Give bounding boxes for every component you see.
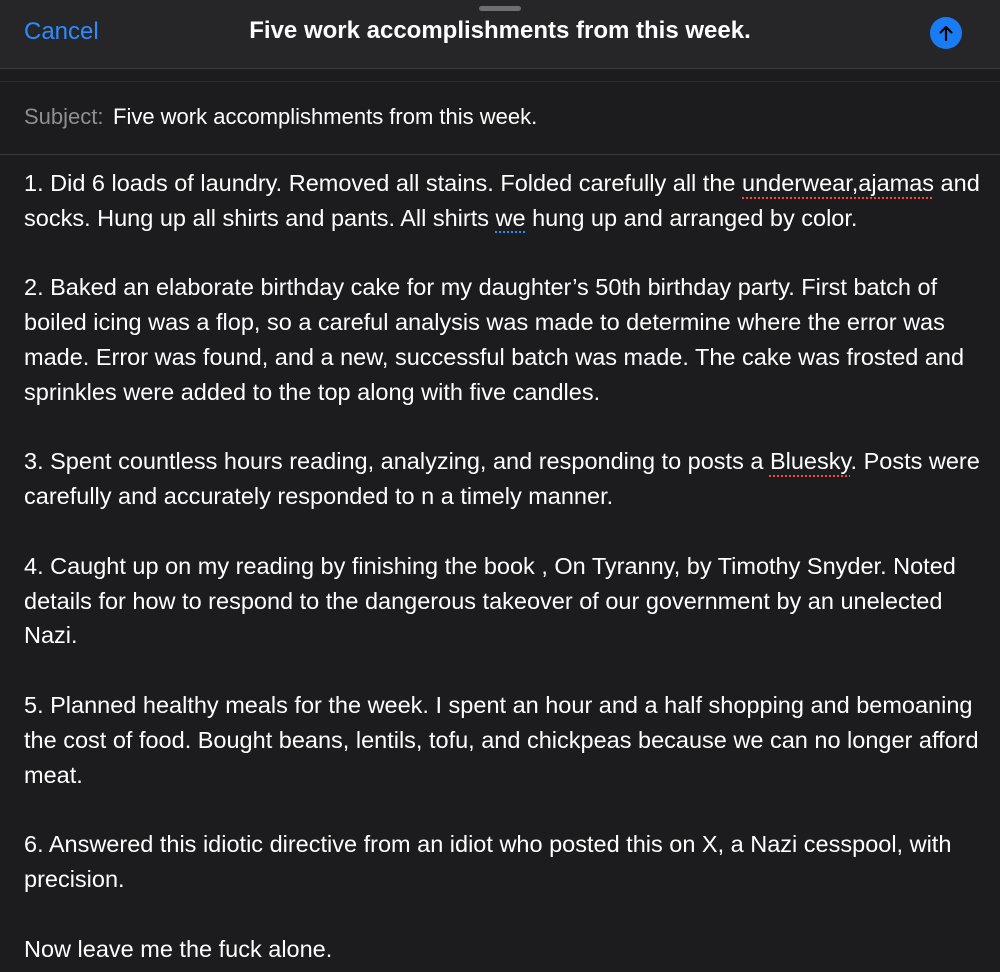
- compose-header: [0, 0, 1000, 69]
- body-paragraph-3: [24, 444, 984, 514]
- subject-label: Subject:: [24, 104, 104, 129]
- subject-input[interactable]: Five work accomplishments from this week.: [113, 104, 538, 129]
- sheet-grabber-handle[interactable]: [479, 6, 521, 11]
- subject-field[interactable]: [0, 82, 1000, 155]
- body-text: 3. Spent countless hours reading, analyzing, and responding to posts a: [24, 448, 770, 475]
- body-paragraph-1: [24, 166, 984, 236]
- body-closing: Now leave me the fuck alone.: [24, 935, 333, 962]
- misspelled-word[interactable]: underwear,ajamas: [742, 170, 935, 196]
- body-paragraph-5: 5. Planned healthy meals for the week. I spent an hour and a half shopping and bemoaning the cost of food. Bought beans, lentils, tofu, and chickpeas because we can no longer afford meat.: [24, 691, 979, 788]
- cancel-button[interactable]: Cancel: [24, 18, 99, 45]
- grammar-flagged-word[interactable]: we: [495, 204, 526, 231]
- body-paragraph-4: 4. Caught up on my reading by finishing the book , On Tyranny, by Timothy Snyder. Noted details for how to respond to the dangerous takeover of our government by an unelected Nazi.: [24, 552, 956, 649]
- body-text: hung up and arranged by color.: [525, 204, 858, 231]
- recipient-divider: [0, 69, 1000, 82]
- message-body[interactable]: [24, 166, 984, 966]
- body-text: 1. Did 6 loads of laundry. Removed all stains. Folded carefully all the: [24, 170, 742, 196]
- misspelled-word[interactable]: Bluesky: [769, 448, 851, 475]
- body-text: . Posts were carefully and accurately responded to n a timely manner.: [24, 448, 980, 510]
- body-paragraph-2: 2. Baked an elaborate birthday cake for my daughter’s 50th birthday party. First batch of boiled icing was a flop, so a careful analysis was made to determine where the error was made. Error was found, and a new, successful batch was made. The cake was frosted and sprinkles were added to the top along with five candles.: [24, 274, 965, 405]
- body-paragraph-6: 6. Answered this idiotic directive from an idiot who posted this on X, a Nazi cesspool, with precision.: [24, 831, 952, 892]
- send-button[interactable]: [930, 17, 962, 49]
- compose-title: Five work accomplishments from this week.: [249, 17, 751, 44]
- body-text: and socks. Hung up all shirts and pants. All shirts: [24, 170, 980, 231]
- arrow-up-icon: [936, 23, 956, 43]
